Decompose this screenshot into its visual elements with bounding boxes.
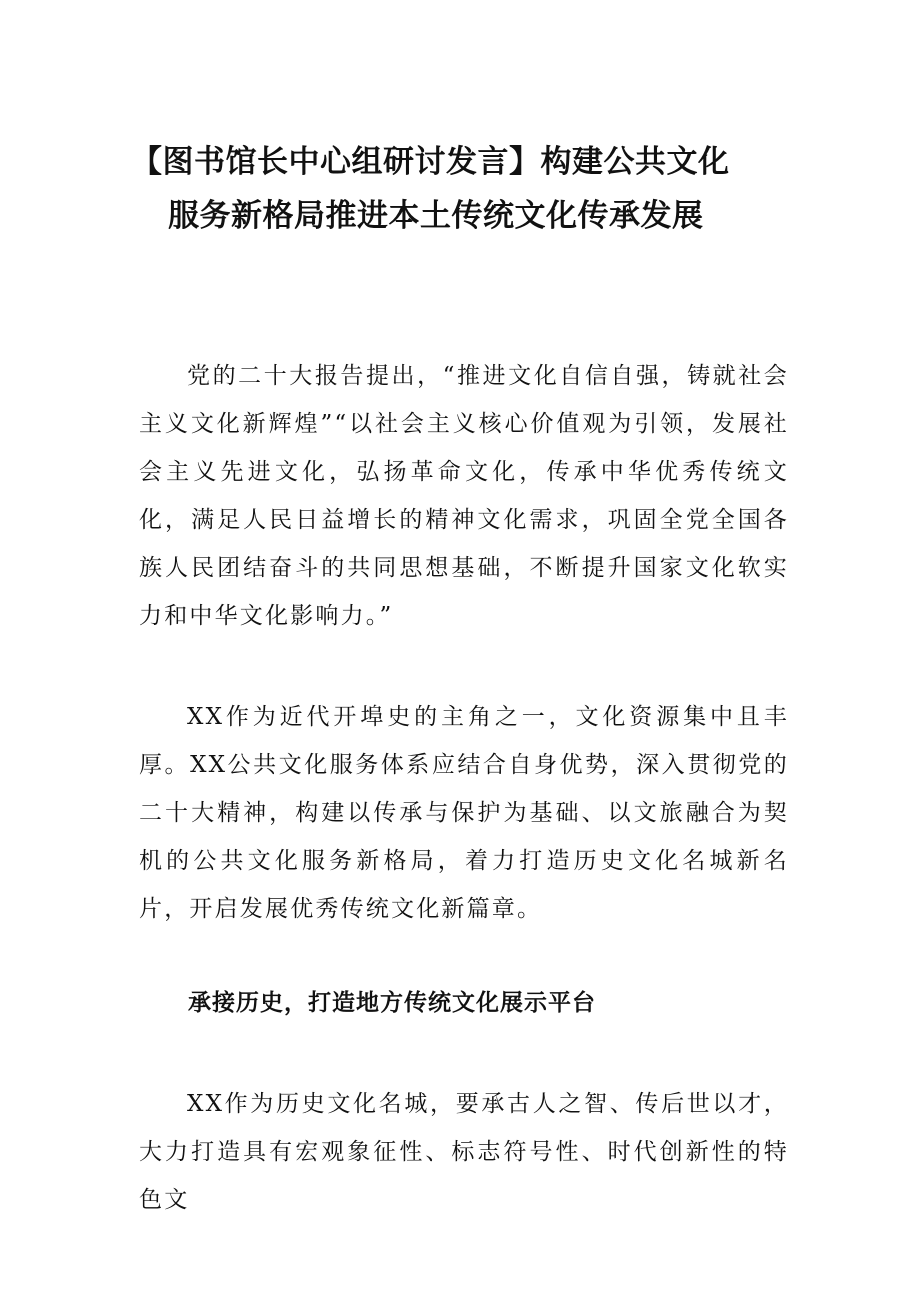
document-title-line-1: 【图书馆长中心组研讨发言】构建公共文化 [131,144,730,180]
paragraph-2: XX作为近代开埠史的主角之一，文化资源集中且丰厚。XX公共文化服务体系应结合自身优势，深入贯彻党的二十大精神，构建以传承与保护为基础、以文旅融合为契机的公共文化服务新格局，着力打造历史文化名城新名片，开启发展优秀传统文化新篇章。 [139,704,789,922]
paragraph-1: 党的二十大报告提出，“推进文化自信自强，铸就社会主义文化新辉煌”“以社会主义核心价值观为引领，发展社会主义先进文化，弘扬革命文化，传承中华优秀传统文化，满足人民日益增长的精神文化需求，巩固全党全国各族人民团结奋斗的共同思想基础，不断提升国家文化软实力和中华文化影响力。” [139,363,789,629]
paragraph-3: XX作为历史文化名城，要承古人之智、传后世以才，大力打造具有宏观象征性、标志符号性、时代创新性的特色文 [139,1091,789,1213]
section-heading: 承接历史，打造地方传统文化展示平台 [188,990,596,1016]
document-title-line-2: 服务新格局推进本土传统文化传承发展 [168,198,704,234]
